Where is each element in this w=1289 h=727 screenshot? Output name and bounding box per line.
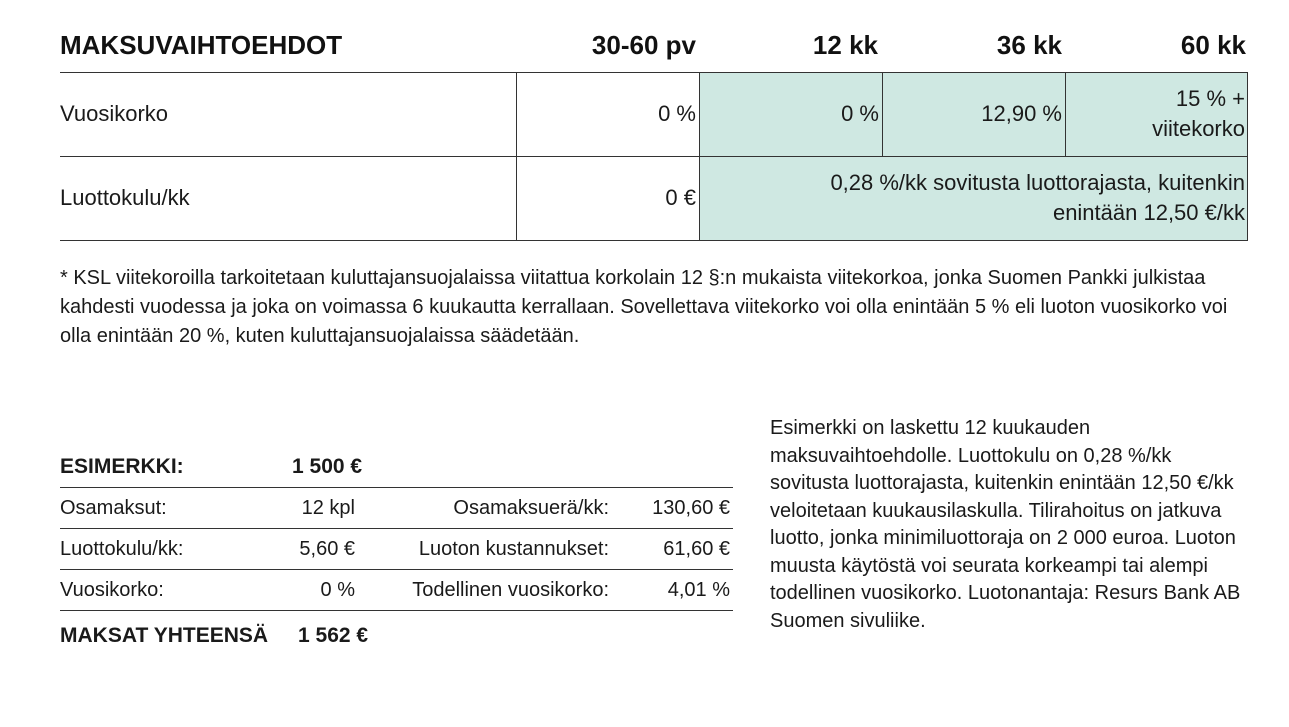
- example-label-luottokulu: Luottokulu/kk:: [60, 538, 184, 560]
- example-total-value: 1 562 €: [298, 624, 369, 647]
- cell-vuosikorko-60: 15 % + viitekorko: [1152, 86, 1245, 141]
- table-vline-5: [1247, 72, 1248, 240]
- table-line-bottom: [60, 240, 1248, 241]
- cell-luottokulu-30-60: 0 €: [665, 185, 696, 210]
- example-value-kustannukset: 61,60 €: [663, 538, 730, 560]
- example-value-luottokulu: 5,60 €: [299, 538, 355, 560]
- example-value-vuosikorko: 0 %: [320, 579, 355, 601]
- example-row: [60, 570, 733, 610]
- example-header: [60, 447, 733, 487]
- example-label-vuosikorko: Vuosikorko:: [60, 579, 164, 601]
- cell-luottokulu-merged: 0,28 %/kk sovitusta luottorajasta, kuitenkin enintään 12,50 €/kk: [830, 170, 1245, 225]
- example-total-label: MAKSAT YHTEENSÄ: [60, 624, 269, 647]
- example-value-osamaksuera: 130,60 €: [652, 497, 730, 519]
- example-row: [60, 529, 733, 569]
- row-label-luottokulu: Luottokulu/kk: [60, 185, 190, 210]
- example-label-osamaksut: Osamaksut:: [60, 497, 167, 519]
- example-title: ESIMERKKI:: [60, 455, 184, 478]
- table-header-36-kk: 36 kk: [996, 30, 1062, 60]
- table-header-30-60-pv: 30-60 pv: [591, 30, 696, 60]
- row-label-vuosikorko: Vuosikorko: [60, 101, 169, 126]
- example-row: [60, 488, 733, 528]
- example-value-todellinen: 4,01 %: [667, 579, 730, 601]
- example-label-todellinen: Todellinen vuosikorko:: [412, 579, 609, 601]
- cell-vuosikorko-36: 12,90 %: [981, 101, 1062, 126]
- table-header-60-kk: 60 kk: [1180, 30, 1246, 60]
- example-label-osamaksuera: Osamaksuerä/kk:: [453, 497, 609, 519]
- table-header-title: MAKSUVAIHTOEHDOT: [60, 30, 343, 60]
- footnote: * KSL viitekoroilla tarkoitetaan kuluttajansuojalaissa viitattua korkolain 12 §:n mukaista viitekorkoa, jonka Suomen Pankki julkistaa kahdesti vuodessa ja joka on voimassa 6 kuukautta kerrallaan. Sovellettava viitekorko voi olla enintään 5 % eli luoton vuosikorko voi olla enintään 20 %, kuten kuluttajansuojalaissa säädetään.: [60, 267, 1228, 347]
- example-description: Esimerkki on laskettu 12 kuukauden maksuvaihtoehdolle. Luottokulu on 0,28 %/kk sovitusta luottorajasta, kuitenkin enintään 12,50 €/kk veloitetaan kuukausilaskulla. Tilirahoitus on jatkuva luotto, jonka minimiluottoraja on 2 000 euroa. Luoton muusta käytöstä voi seurata korkeampi tai alempi todellinen vuosikorko. Luotonantaja: Resurs Bank AB Suomen sivuliike.: [770, 417, 1241, 632]
- example-amount: 1 500 €: [292, 455, 363, 478]
- example-value-osamaksut: 12 kpl: [301, 497, 355, 519]
- example-line-4: [60, 610, 733, 611]
- table-header-12-kk: 12 kk: [812, 30, 878, 60]
- example-label-kustannukset: Luoton kustannukset:: [418, 538, 609, 560]
- example-total: [60, 616, 733, 656]
- cell-vuosikorko-30-60: 0 %: [658, 101, 696, 126]
- cell-vuosikorko-12: 0 %: [841, 101, 879, 126]
